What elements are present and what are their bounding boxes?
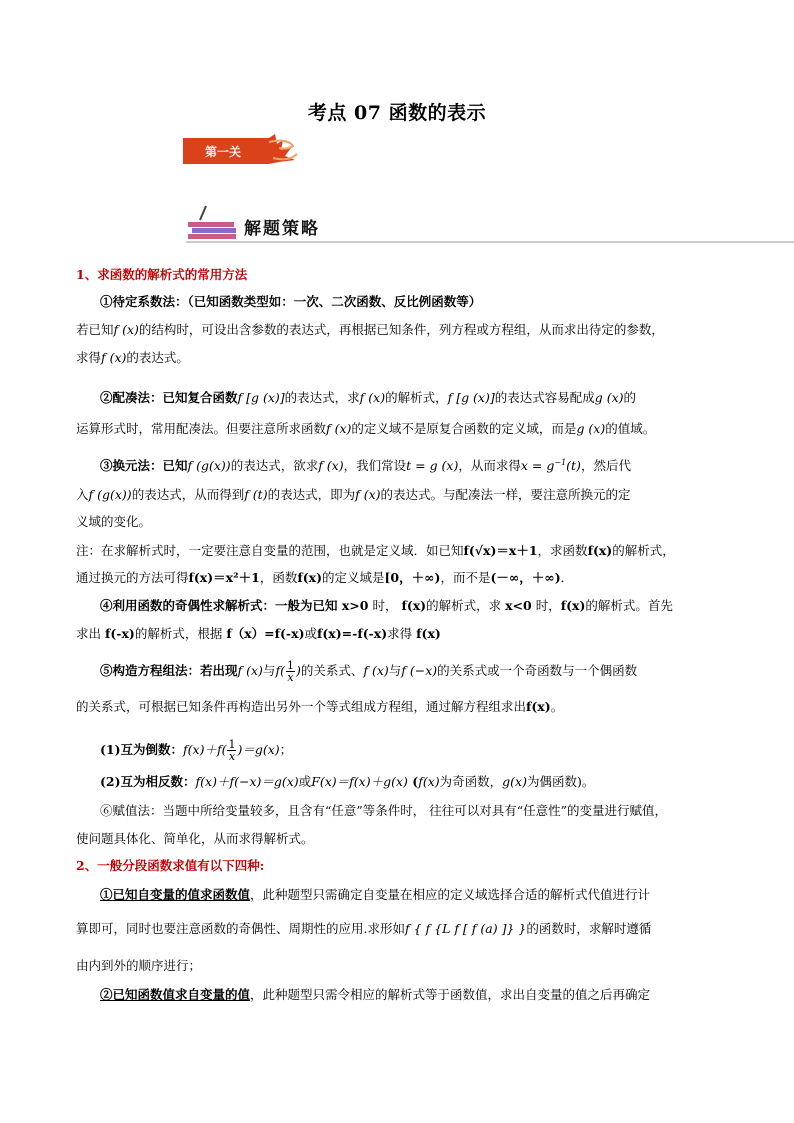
level-banner <box>183 134 303 168</box>
section-2-heading: 2、一般分段函数求值有以下四种: <box>76 858 265 873</box>
strategy-title: 解题策略 <box>244 219 320 239</box>
method-2-text-1: ②配凑法：已知复合函数f [g (x)]的表达式，求f (x)的解析式，f [g (x)]的表达式容易配成g (x)的 <box>100 390 637 405</box>
relation-reciprocal: (1)互为倒数：f(x)＋f( $\frac{1}{x}$ )＝g(x)； <box>100 738 293 763</box>
method-6-text-2: 使问题具体化、简单化，从而求得解析式。 <box>76 831 314 846</box>
method-3-text-1: ③换元法：已知f (g(x))的表达式，欲求f (x)，我们常设t = g (x)，从而求得$x = g^{-1}(t)$，然后代 <box>100 458 631 474</box>
piecewise-1-text-3: 由内到外的顺序进行； <box>76 958 202 973</box>
banner-ribbon-icon <box>183 134 303 168</box>
method-1-text-1: 若已知f (x)的结构时，可设出含参数的表达式，再根据已知条件，列方程或方程组，从而求出待定的参数， <box>76 322 664 337</box>
section-1-heading: 1、求函数的解析式的常用方法 <box>76 267 248 282</box>
method-2-text-2: 运算形式时，常用配凑法。但要注意所求函数f (x)的定义域不是原复合函数的定义域，而是g (x)的值域。 <box>76 421 656 436</box>
strategy-header <box>186 204 794 244</box>
method-5-text-1: ⑤构造方程组法：若出现f (x)与f( $\frac{1}{x}$ )的关系式、f (x)与f (−x)的关系式或一个奇函数与一个偶函数 <box>100 659 638 684</box>
piecewise-1-text-2: 算即可，同时也要注意函数的奇偶性、周期性的应用.求形如f { f {L f [ f (a) ]} }的函数时，求解时遵循 <box>76 921 652 936</box>
method-4-text-1: ④利用函数的奇偶性求解析式：一般为已知 x>0 时， f(x)的解析式，求 x<0 时，f(x)的解析式。首先 <box>100 598 673 613</box>
note-text-2: 通过换元的方法可得f(x)＝x²＋1，函数f(x)的定义域是[0，＋∞)，而不是(－∞，＋∞)． <box>76 570 574 585</box>
method-3-text-2: 入f (g(x))的表达式，从而得到f (t)的表达式，即为f (x)的表达式。与配凑法一样，要注意所换元的定 <box>76 487 631 502</box>
banner-label: 第一关 <box>205 145 242 159</box>
method-3-text-3: 义域的变化。 <box>76 514 152 529</box>
piecewise-2-text-1: ②已知函数值求自变量的值，此种题型只需令相应的解析式等于函数值，求出自变量的值之后再确定 <box>100 987 651 1002</box>
method-1-text-2: 求得f (x)的表达式。 <box>76 350 189 365</box>
method-1-label: ①待定系数法：（已知函数类型如：一次、二次函数、反比例函数等） <box>100 294 482 309</box>
method-6-text-1: ⑥赋值法：当题中所给变量较多，且含有“任意”等条件时， 往往可以对具有“任意性”的变量进行赋值， <box>100 803 668 818</box>
method-4-text-2: 求出 f(-x)的解析式，根据 f（x）=f(-x)或f(x)=-f(-x)求得 f(x) <box>76 626 441 641</box>
method-5-text-2: 的关系式，可根据已知条件再构造出另外一个等式组成方程组，通过解方程组求出f(x)。 <box>76 699 564 714</box>
relation-opposite: (2)互为相反数：f(x)＋f(−x)＝g(x)或F(x)＝f(x)＋g(x) (f(x)为奇函数，g(x)为偶函数)。 <box>100 774 595 789</box>
note-text-1: 注：在求解析式时，一定要注意自变量的范围，也就是定义域．如已知f(√x)＝x＋1，求函数f(x)的解析式， <box>76 543 675 558</box>
page-title: 考点 07 函数的表示 <box>307 102 487 124</box>
piecewise-1-text-1: ①已知自变量的值求函数值，此种题型只需确定自变量在相应的定义域选择合适的解析式代值进行计 <box>100 887 651 902</box>
